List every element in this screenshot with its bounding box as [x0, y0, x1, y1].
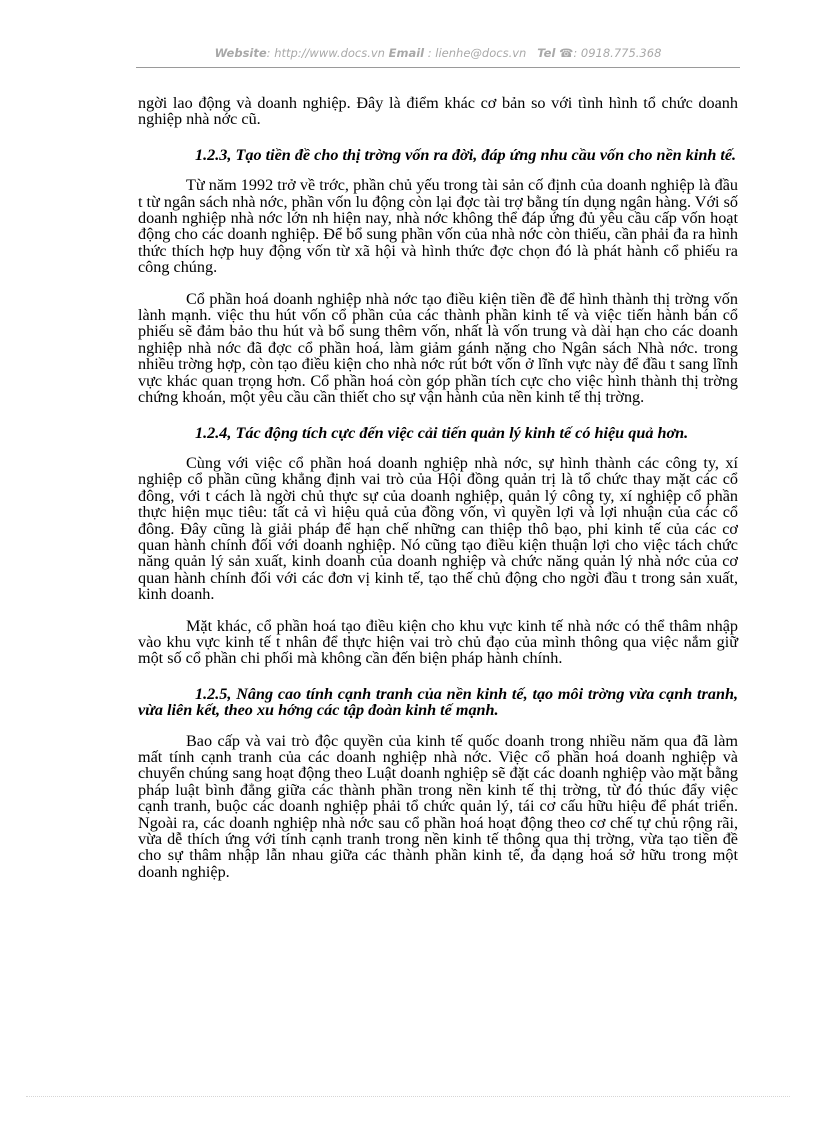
page-bottom-divider	[26, 1096, 790, 1097]
paragraph-continuation: ngời lao động và doanh nghiệp. Đây là điểm khác cơ bản so với tình hình tổ chức doanh nghiệp nhà nớc cũ.	[138, 94, 738, 129]
section-heading-1-2-5: 1.2.5, Nâng cao tính cạnh tranh của nền kinh tế, tạo môi trờng vừa cạnh tranh, vừa liên kết, theo xu hớng các tập đoàn kinh tế mạnh.	[138, 684, 738, 720]
document-body	[138, 95, 738, 880]
header-divider	[136, 67, 740, 68]
website-label: Website	[214, 46, 267, 60]
section-heading-1-2-4: 1.2.4, Tác động tích cực đến việc cải tiến quản lý kinh tế có hiệu quả hơn.	[195, 423, 689, 442]
phone-icon: ☎	[559, 46, 574, 60]
website-value[interactable]: : http://www.docs.vn	[266, 46, 385, 60]
paragraph: Mặt khác, cổ phần hoá tạo điều kiện cho khu vực kinh tế nhà nớc có thể thâm nhập vào khu vực kinh tế t nhân để thực hiện vai trò chủ đạo của mình thông qua việc nắm giữ một số cổ phần chi phối mà không cần đến biện pháp hành chính.	[138, 616, 738, 668]
page-header	[136, 46, 740, 66]
paragraph: Cổ phần hoá doanh nghiệp nhà nớc tạo điều kiện tiền đề để hình thành thị trờng vốn lành mạnh. việc thu hút vốn cổ phần của các thành phần kinh tế và việc tiến hành bán cổ phiếu sẽ đảm bảo thu hút và bổ sung thêm vốn, nhất là vốn trung và dài hạn cho các doanh nghiệp nhà nớc đã đợc cổ phần hoá, làm giảm gánh nặng cho Ngân sách Nhà nớc. trong nhiều trờng hợp, còn tạo điều kiện cho nhà nớc rút bớt vốn ở lĩnh vực này để đầu t sang lĩnh vực khác quan trọng hơn. Cổ phần hoá còn góp phần tích cực cho việc hình thành thị trờng chứng khoán, một yêu cầu cần thiết cho sự vận hành của nền kinh tế thị trờng.	[138, 289, 738, 407]
email-value[interactable]: : lienhe@docs.vn	[424, 46, 527, 60]
tel-label: Tel	[537, 46, 556, 60]
email-label: Email	[388, 46, 425, 60]
paragraph: Từ năm 1992 trở về trớc, phần chủ yếu trong tài sản cố định của doanh nghiệp là đầu t từ ngân sách nhà nớc, phần vốn lu động còn lại đợc tài trợ bằng tín dụng ngân hàng. Với số doanh nghiệp nhà nớc lớn nh hiện nay, nhà nớc không thể đáp ứng đủ yêu cầu cấp vốn hoạt động cho các doanh nghiệp. Để bổ sung phần vốn của nhà nớc còn thiếu, cần phải đa ra hình thức thích hợp huy động vốn từ xã hội và hình thức đợc chọn đó là phát hành cổ phiếu ra công chúng.	[138, 176, 738, 277]
tel-value: : 0918.775.368	[573, 46, 662, 60]
paragraph: Cùng với việc cổ phần hoá doanh nghiệp nhà nớc, sự hình thành các công ty, xí nghiệp cổ phần cũng khẳng định vai trò của Hội đồng quản trị là tổ chức thay mặt các cổ đông, với t cách là ngời chủ thực sự của doanh nghiệp, quản lý công ty, xí nghiệp cổ phần thực hiện mục tiêu: tất cả vì hiệu quả của đồng vốn, vì quyền lợi và lợi nhuận của các cổ đông. Đây cũng là giải pháp để hạn chế những can thiệp thô bạo, phi kinh tế của các cơ quan hành chính đối với doanh nghiệp. Nó cũng tạo điều kiện thuận lợi cho việc tách chức năng quản lý sản xuất, kinh doanh của doanh nghiệp và chức năng quản lý nhà nớc của cơ quan hành chính đối với các đơn vị kinh tế, tạo thế chủ động cho ngời đầu t trong sản xuất, kinh doanh.	[138, 453, 738, 604]
paragraph: Bao cấp và vai trò độc quyền của kinh tế quốc doanh trong nhiều năm qua đã làm mất tính cạnh tranh của các doanh nghiệp nhà nớc. Việc cổ phần hoá doanh nghiệp và chuyển chúng sang hoạt động theo Luật doanh nghiệp sẽ đặt các doanh nghiệp vào mặt bằng pháp luật bình đẳng giữa các thành phần trong nền kinh tế thị trờng, từ đó thúc đẩy việc cạnh tranh, buộc các doanh nghiệp phải tổ chức quản lý, tái cơ cấu hữu hiệu để phát triển. Ngoài ra, các doanh nghiệp nhà nớc sau cổ phần hoá hoạt động theo cơ chế tự chủ rộng rãi, vừa dễ thích ứng với tính cạnh tranh trong nền kinh tế thông qua thị trờng, vừa tạo tiền đề cho sự thâm nhập lẫn nhau giữa các thành phần kinh tế, đa dạng hoá sở hữu trong một doanh nghiệp.	[138, 731, 738, 881]
section-heading-1-2-3: 1.2.3, Tạo tiền đề cho thị trờng vốn ra đời, đáp ứng nhu cầu vốn cho nền kinh tế.	[195, 145, 737, 164]
